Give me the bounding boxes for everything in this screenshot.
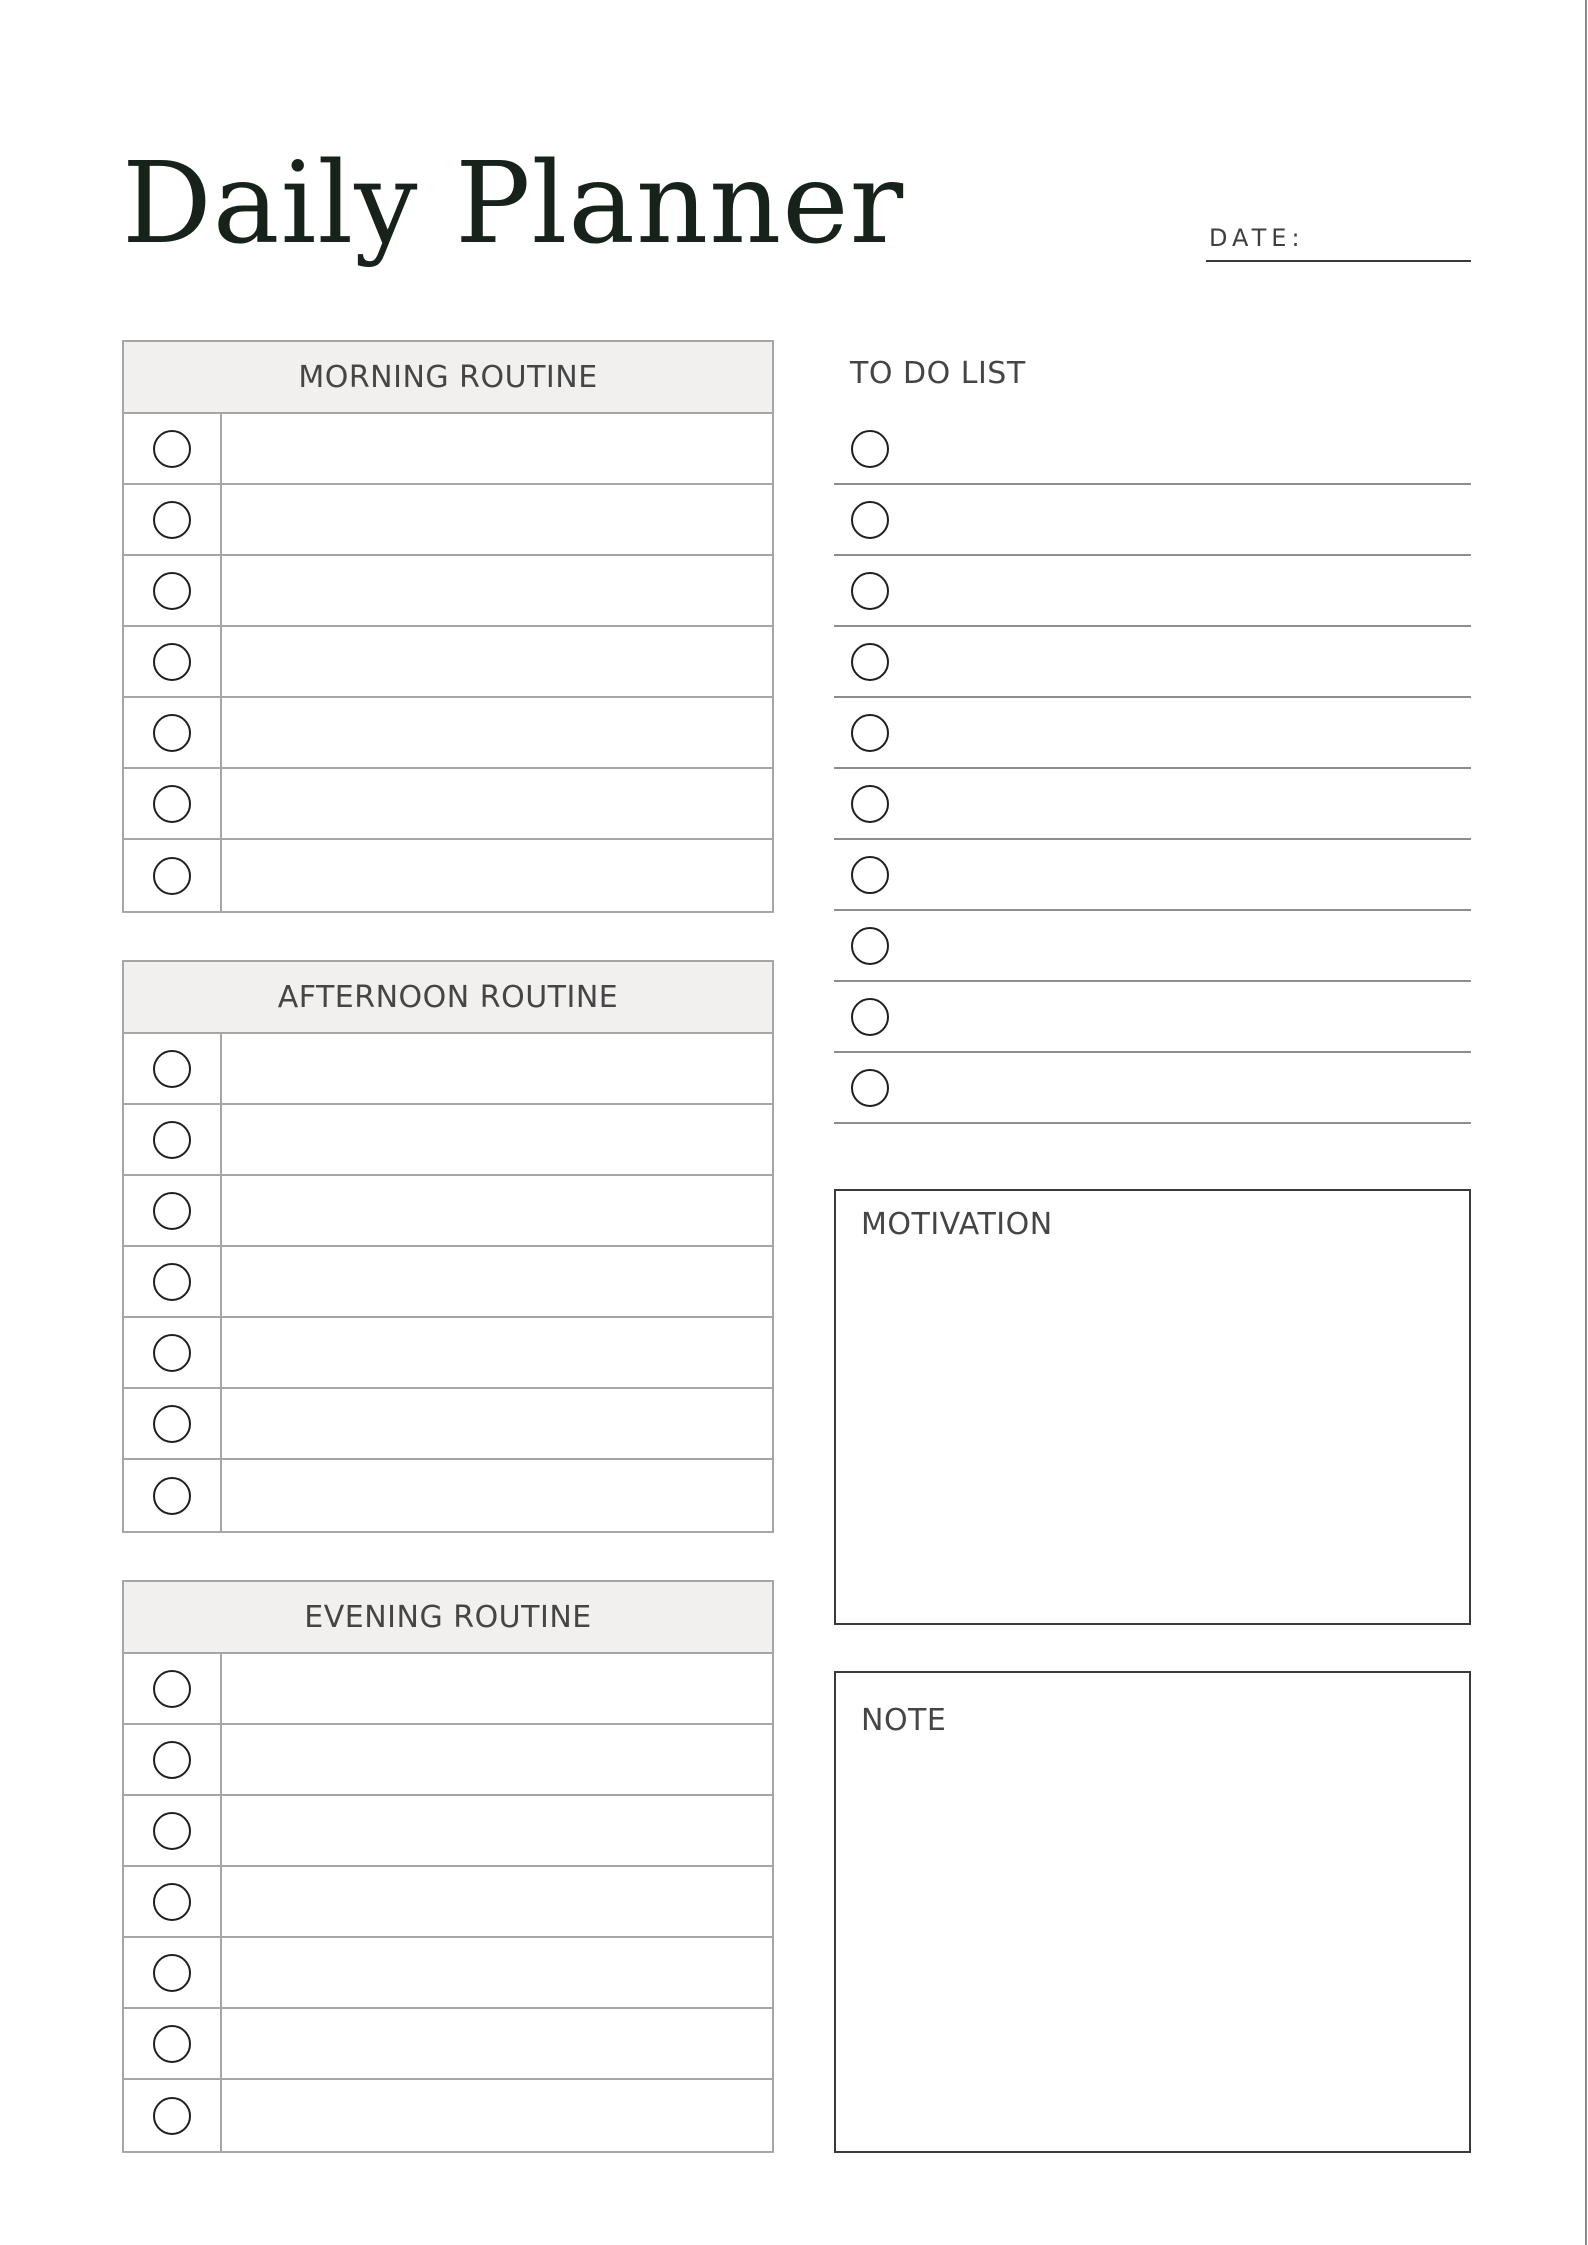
routine-entry-field[interactable]: [222, 1867, 772, 1936]
checkbox-circle-icon[interactable]: [851, 501, 889, 539]
routine-entry-field[interactable]: [222, 1105, 772, 1174]
evening-routine-table: [122, 1580, 774, 2153]
checkbox-cell: [124, 769, 222, 838]
checkbox-circle-icon[interactable]: [851, 927, 889, 965]
routine-entry-field[interactable]: [222, 840, 772, 911]
todo-entry-field[interactable]: [889, 982, 1471, 1051]
routine-entry-field[interactable]: [222, 1460, 772, 1531]
evening-routine-row: [124, 2080, 772, 2151]
page-edge: [1585, 0, 1587, 2245]
todo-row: [834, 556, 1471, 627]
checkbox-circle-icon[interactable]: [851, 430, 889, 468]
evening-routine-row: [124, 1938, 772, 2009]
todo-entry-field[interactable]: [889, 769, 1471, 838]
motivation-box[interactable]: [834, 1189, 1471, 1625]
checkbox-circle-icon[interactable]: [851, 1069, 889, 1107]
todo-entry-field[interactable]: [889, 698, 1471, 767]
todo-row: [834, 627, 1471, 698]
checkbox-cell: [124, 2080, 222, 2151]
evening-routine-header: EVENING ROUTINE: [124, 1582, 772, 1654]
checkbox-cell: [124, 1460, 222, 1531]
morning-routine-row: [124, 414, 772, 485]
todo-row: [834, 982, 1471, 1053]
routine-entry-field[interactable]: [222, 414, 772, 483]
checkbox-circle-icon[interactable]: [153, 2097, 191, 2135]
checkbox-cell: [124, 1938, 222, 2007]
todo-entry-field[interactable]: [889, 840, 1471, 909]
routine-entry-field[interactable]: [222, 1725, 772, 1794]
todo-entry-field[interactable]: [889, 414, 1471, 483]
checkbox-cell: [124, 1796, 222, 1865]
checkbox-cell: [124, 1105, 222, 1174]
checkbox-circle-icon[interactable]: [153, 1405, 191, 1443]
routine-entry-field[interactable]: [222, 1318, 772, 1387]
date-input-line[interactable]: [1206, 260, 1471, 262]
checkbox-cell: [124, 1034, 222, 1103]
routine-entry-field[interactable]: [222, 769, 772, 838]
checkbox-circle-icon[interactable]: [153, 1334, 191, 1372]
checkbox-circle-icon[interactable]: [153, 857, 191, 895]
checkbox-circle-icon[interactable]: [851, 643, 889, 681]
todo-row: [834, 769, 1471, 840]
checkbox-cell: [124, 1867, 222, 1936]
evening-routine-row: [124, 1654, 772, 1725]
todo-list-title: TO DO LIST: [850, 356, 1026, 391]
note-title: NOTE: [861, 1703, 947, 1738]
checkbox-circle-icon[interactable]: [153, 430, 191, 468]
todo-row: [834, 911, 1471, 982]
todo-entry-field[interactable]: [889, 627, 1471, 696]
todo-row: [834, 698, 1471, 769]
checkbox-cell: [124, 1247, 222, 1316]
todo-row: [834, 414, 1471, 485]
checkbox-cell: [124, 556, 222, 625]
checkbox-circle-icon[interactable]: [153, 1263, 191, 1301]
routine-entry-field[interactable]: [222, 698, 772, 767]
morning-routine-row: [124, 627, 772, 698]
checkbox-circle-icon[interactable]: [153, 785, 191, 823]
checkbox-circle-icon[interactable]: [153, 1477, 191, 1515]
morning-routine-row: [124, 840, 772, 911]
checkbox-circle-icon[interactable]: [851, 572, 889, 610]
todo-row: [834, 840, 1471, 911]
routine-entry-field[interactable]: [222, 2080, 772, 2151]
checkbox-circle-icon[interactable]: [153, 714, 191, 752]
routine-entry-field[interactable]: [222, 1654, 772, 1723]
checkbox-circle-icon[interactable]: [153, 501, 191, 539]
evening-routine-row: [124, 1867, 772, 1938]
todo-entry-field[interactable]: [889, 485, 1471, 554]
checkbox-circle-icon[interactable]: [153, 1050, 191, 1088]
todo-list: [834, 414, 1471, 1124]
afternoon-routine-table: [122, 960, 774, 1533]
todo-entry-field[interactable]: [889, 1053, 1471, 1122]
checkbox-cell: [124, 840, 222, 911]
todo-entry-field[interactable]: [889, 556, 1471, 625]
checkbox-circle-icon[interactable]: [153, 643, 191, 681]
checkbox-cell: [124, 485, 222, 554]
morning-routine-row: [124, 769, 772, 840]
routine-entry-field[interactable]: [222, 1389, 772, 1458]
todo-entry-field[interactable]: [889, 911, 1471, 980]
checkbox-circle-icon[interactable]: [851, 714, 889, 752]
checkbox-cell: [124, 1318, 222, 1387]
routine-entry-field[interactable]: [222, 1796, 772, 1865]
morning-routine-header: MORNING ROUTINE: [124, 342, 772, 414]
afternoon-routine-row: [124, 1176, 772, 1247]
afternoon-routine-row: [124, 1460, 772, 1531]
routine-entry-field[interactable]: [222, 2009, 772, 2078]
checkbox-cell: [124, 1654, 222, 1723]
routine-entry-field[interactable]: [222, 1247, 772, 1316]
evening-routine-row: [124, 1796, 772, 1867]
routine-entry-field[interactable]: [222, 1034, 772, 1103]
checkbox-circle-icon[interactable]: [851, 856, 889, 894]
checkbox-circle-icon[interactable]: [153, 1121, 191, 1159]
evening-routine-row: [124, 1725, 772, 1796]
checkbox-circle-icon[interactable]: [153, 572, 191, 610]
todo-row: [834, 485, 1471, 556]
routine-entry-field[interactable]: [222, 627, 772, 696]
checkbox-circle-icon[interactable]: [153, 1192, 191, 1230]
routine-entry-field[interactable]: [222, 1176, 772, 1245]
todo-row: [834, 1053, 1471, 1124]
afternoon-routine-header: AFTERNOON ROUTINE: [124, 962, 772, 1034]
checkbox-cell: [124, 1725, 222, 1794]
checkbox-cell: [124, 698, 222, 767]
morning-routine-row: [124, 556, 772, 627]
checkbox-cell: [124, 1176, 222, 1245]
afternoon-routine-row: [124, 1247, 772, 1318]
checkbox-circle-icon[interactable]: [153, 1883, 191, 1921]
note-box[interactable]: [834, 1671, 1471, 2153]
routine-entry-field[interactable]: [222, 556, 772, 625]
checkbox-circle-icon[interactable]: [153, 1670, 191, 1708]
checkbox-circle-icon[interactable]: [153, 2025, 191, 2063]
afternoon-routine-row: [124, 1318, 772, 1389]
checkbox-cell: [124, 627, 222, 696]
page-title: Daily Planner: [122, 139, 905, 269]
checkbox-cell: [124, 414, 222, 483]
checkbox-circle-icon[interactable]: [851, 785, 889, 823]
afternoon-routine-row: [124, 1389, 772, 1460]
afternoon-routine-row: [124, 1105, 772, 1176]
checkbox-circle-icon[interactable]: [153, 1954, 191, 1992]
motivation-title: MOTIVATION: [861, 1207, 1053, 1242]
afternoon-routine-row: [124, 1034, 772, 1105]
evening-routine-row: [124, 2009, 772, 2080]
checkbox-cell: [124, 1389, 222, 1458]
morning-routine-row: [124, 485, 772, 556]
morning-routine-row: [124, 698, 772, 769]
checkbox-cell: [124, 2009, 222, 2078]
checkbox-circle-icon[interactable]: [851, 998, 889, 1036]
routine-entry-field[interactable]: [222, 1938, 772, 2007]
checkbox-circle-icon[interactable]: [153, 1812, 191, 1850]
routine-entry-field[interactable]: [222, 485, 772, 554]
date-label: DATE:: [1209, 224, 1305, 252]
morning-routine-table: [122, 340, 774, 913]
checkbox-circle-icon[interactable]: [153, 1741, 191, 1779]
